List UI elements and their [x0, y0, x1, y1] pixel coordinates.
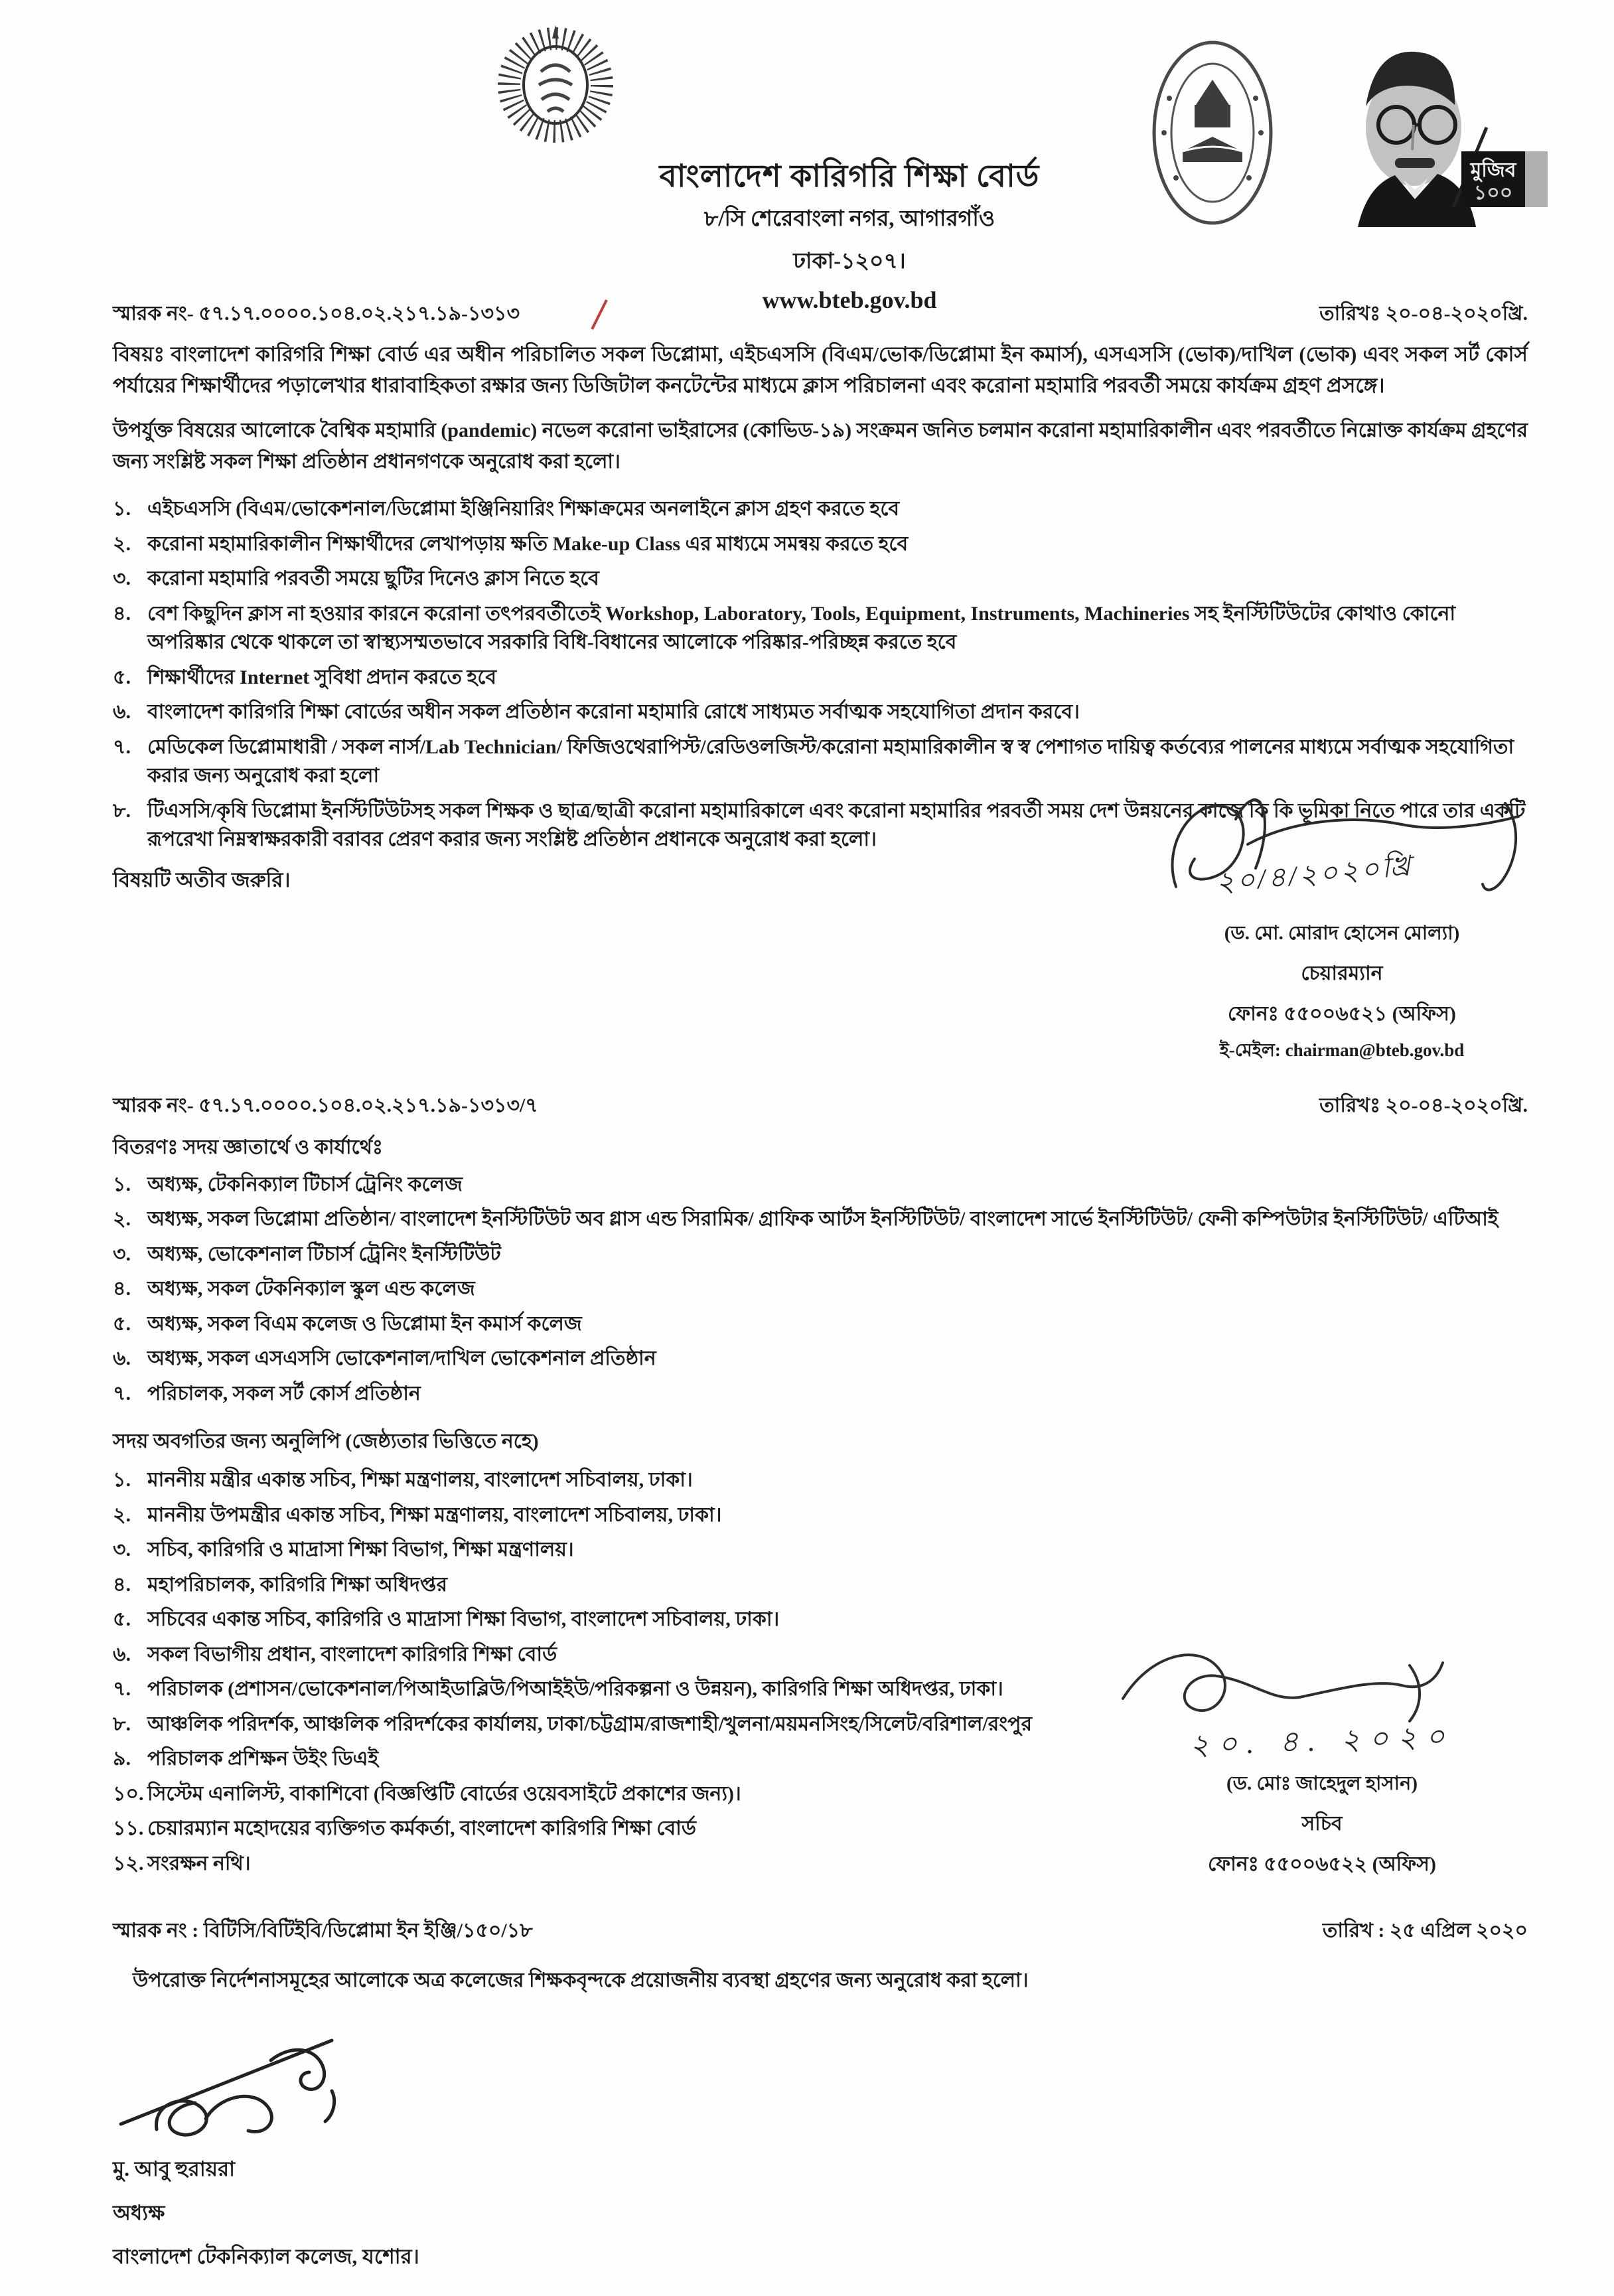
directive-number: ৪.: [113, 602, 131, 625]
chairman-email-label: ই-মেইল:: [1219, 1039, 1281, 1060]
copy-item: [113, 1466, 1528, 1495]
directive-number: ১.: [113, 498, 131, 520]
distribution-heading: বিতরণঃ সদয় জ্ঞাতার্থে ও কার্যার্থেঃ: [113, 1136, 384, 1158]
memo3-date: তারিখ : ২৫ এপ্রিল ২০২০: [1322, 1920, 1528, 1942]
directive-item: [113, 495, 1528, 524]
distribution-list: [113, 1170, 1528, 1409]
distribution-item: [113, 1205, 1528, 1234]
distribution-text: অধ্যক্ষ, সকল বিএম কলেজ ও ডিপ্লোমা ইন কমার্স কলেজ: [147, 1312, 582, 1335]
copy-number: ৬.: [113, 1643, 131, 1665]
memo1-date: তারিখঃ ২০-০৪-২০২০খ্রি.: [1319, 303, 1528, 325]
directive-text: টিএসসি/কৃষি ডিপ্লোমা ইনস্টিটিউটসহ সকল শিক্ষক ও ছাত্র/ছাত্রী করোনা মহামারিকালে এবং করোনা মহামারির পরবর্তী সময় দেশ উন্নয়নের কাজে কি কি ভূমিকা নিতে পারে তার একটি রূপরেখা নিম্নস্বাক্ষরকারী বরাবর প্রেরণ করার জন্য সংশ্লিষ্ট প্রতিষ্ঠান প্রধানকে অনুরোধ করা হলো।: [147, 799, 1526, 850]
copy-item: [113, 1570, 1528, 1600]
principal-signature-icon: [113, 2018, 1528, 2144]
copy-item: [113, 1501, 1528, 1530]
urgent-note: বিষয়টি অতীব জরুরি।: [113, 868, 291, 891]
distribution-number: ৪.: [113, 1278, 131, 1300]
distribution-text: অধ্যক্ষ, সকল এসএসসি ভোকেশনাল/দাখিল ভোকেশনাল প্রতিষ্ঠান: [147, 1347, 656, 1369]
distribution-number: ৭.: [113, 1382, 131, 1405]
memo2-date: তারিখঃ ২০-০৪-২০২০খ্রি.: [1319, 1094, 1528, 1116]
distribution-text: অধ্যক্ষ, ভোকেশনাল টিচার্স ট্রেনিং ইনস্টিটিউট: [147, 1243, 501, 1265]
copy-number: ১.: [113, 1469, 131, 1491]
copies-heading: সদয় অবগতির জন্য অনুলিপি (জেষ্ঠ্যতার ভিত্তিতে নহে): [113, 1430, 539, 1452]
directive-number: ৭.: [113, 735, 131, 758]
directive-text: করোনা মহামারি পরবর্তী সময়ে ছুটির দিনেও ক্লাস নিতে হবে: [147, 568, 599, 589]
distribution-item: [113, 1310, 1528, 1339]
distribution-item: [113, 1240, 1528, 1269]
chairman-title: চেয়ারম্যান: [1301, 962, 1383, 984]
secretary-name: (ড. মোঃ জাহেদুল হাসান): [1226, 1773, 1418, 1794]
chairman-signature-section: [113, 850, 1528, 1089]
directive-number: ৬.: [113, 701, 131, 723]
distribution-text: অধ্যক্ষ, সকল ডিপ্লোমা প্রতিষ্ঠান/ বাংলাদেশ ইনস্টিটিউট অব গ্লাস এন্ড সিরামিক/ গ্রাফিক আর্টস ইনস্টিটিউট/ বাংলাদেশ সার্ভে ইনস্টিটিউট/ ফেনী কম্পিউটার ইনস্টিটিউট/ এটিআই: [147, 1208, 1499, 1230]
copy-text: পরিচালক (প্রশাসন/ভোকেশনাল/পিআইডাব্লিউ/পিআইইউ/পরিকল্পনা ও উন্নয়ন), কারিগরি শিক্ষা অধিদপ্তর, ঢাকা।: [147, 1678, 1003, 1700]
distribution-number: ১.: [113, 1173, 131, 1195]
copy-text: মহাপরিচালক, কারিগরি শিক্ষা অধিদপ্তর: [147, 1573, 447, 1596]
distribution-item: [113, 1170, 1528, 1199]
copy-number: ৭.: [113, 1678, 131, 1700]
intro-paragraph: উপর্যুক্ত বিষয়ের আলোকে বৈশ্বিক মহামারি (pandemic) নভেল করোনা ভাইরাসের (কোভিড-১৯) সংক্রমন জনিত চলমান করোনা মহামারিকালীন এবং পরবর্তীতে নিম্নোক্ত কার্যক্রম গ্রহণের জন্য সংশ্লিষ্ট সকল শিক্ষা প্রতিষ্ঠান প্রধানগণকে অনুরোধ করা হলো।: [113, 420, 1528, 473]
directive-number: ৫.: [113, 666, 131, 688]
directive-text: করোনা মহামারিকালীন শিক্ষার্থীদের লেখাপড়ায় ক্ষতি Make-up Class এর মাধ্যমে সমন্বয় করতে হবে: [147, 532, 909, 555]
org-website-text: www.bteb.gov.bd: [762, 287, 937, 314]
principal-title: অধ্যক্ষ: [113, 2201, 165, 2224]
distribution-text: অধ্যক্ষ, টেকনিক্যাল টিচার্স ট্রেনিং কলেজ: [147, 1173, 463, 1195]
directive-number: ২.: [113, 532, 131, 555]
secretary-title: সচিব: [1301, 1813, 1343, 1835]
chairman-phone: ফোনঃ ৫৫০০৬৫২১ (অফিস): [1228, 1002, 1456, 1025]
secretary-phone: ফোনঃ ৫৫০০৬৫২২ (অফিস): [1208, 1853, 1436, 1875]
memo2-number: স্মারক নং- ৫৭.১৭.০০০০.১০৪.০২.২১৭.১৯-১৩১৩/৭: [113, 1094, 538, 1116]
copy-number: ৮.: [113, 1713, 131, 1735]
copy-number: ৫.: [113, 1608, 131, 1630]
distribution-number: ৫.: [113, 1312, 131, 1335]
distribution-item: [113, 1344, 1528, 1373]
memo3-number: স্মারক নং : বিটিসি/বিটিইবি/ডিপ্লোমা ইন ইঞ্জি/১৫০/১৮: [113, 1920, 533, 1942]
directive-item: [113, 663, 1528, 692]
mujib-label-top: মুজিব: [1470, 159, 1516, 181]
directive-item: [113, 599, 1528, 657]
org-address-line1: ৮/সি শেরেবাংলা নগর, আগারগাঁও: [703, 207, 995, 232]
secretary-handwritten-date: ২০. ৪. ২০২০: [1189, 1720, 1455, 1762]
secretary-block: [1110, 1624, 1534, 1882]
copy-text: সকল বিভাগীয় প্রধান, বাংলাদেশ কারিগরি শিক্ষা বোর্ড: [147, 1643, 557, 1665]
copy-text: সচিব, কারিগরি ও মাদ্রাসা শিক্ষা বিভাগ, শিক্ষা মন্ত্রণালয়।: [147, 1539, 574, 1561]
directive-item: [113, 530, 1528, 559]
distribution-item: [113, 1274, 1528, 1304]
distribution-text: পরিচালক, সকল সর্ট কোর্স প্রতিষ্ঠান: [147, 1382, 421, 1405]
memo1-number: স্মারক নং- ৫৭.১৭.০০০০.১০৪.০২.২১৭.১৯-১৩১৩: [113, 303, 520, 325]
memo2-row: [113, 1089, 1528, 1123]
principal-name: মু. আবু হুরায়রা: [113, 2157, 236, 2181]
directive-text: বাংলাদেশ কারিগরি শিক্ষা বোর্ডের অধীন সকল প্রতিষ্ঠান করোনা মহামারি রোধে সাধ্যমত সর্বাত্মক সহযোগিতা প্রদান করবে।: [147, 701, 1080, 723]
directive-text: মেডিকেল ডিপ্লোমাধারী / সকল নার্স/Lab Technician/ ফিজিওথেরাপিস্ট/রেডিওলজিস্ট/করোনা মহামারিকালীন স্ব স্ব পেশাগত দায়িত্ব কর্তব্যের পালনের মাধ্যমে সর্বাত্মক সহযোগিতা করার জন্য অনুরোধ করা হলো: [147, 735, 1514, 787]
directive-text: বেশ কিছুদিন ক্লাস না হওয়ার কারনে করোনা তৎপরবর্তীতেই Workshop, Laboratory, Tools, Equipment, Instruments, Machineries সহ ইনস্টিটিউটের কোথাও কোনো অপরিষ্কার থেকে থাকলে তা স্বাস্থ্যসম্মতভাবে সরকারি বিধি-বিধানের আলোকে পরিষ্কার-পরিচ্ছন্ন করতে হবে: [147, 602, 1456, 653]
copy-text: চেয়ারম্যান মহোদয়ের ব্যক্তিগত কর্মকর্তা, বাংলাদেশ কারিগরি শিক্ষা বোর্ড: [147, 1817, 696, 1839]
copy-text: সংরক্ষন নথি।: [147, 1852, 251, 1875]
mujib-100-logo-icon: [1314, 28, 1553, 227]
principal-org: বাংলাদেশ টেকনিক্যাল কলেজ, যশোর।: [113, 2245, 419, 2268]
chairman-block: [1136, 781, 1548, 1067]
closing-paragraph: উপরোক্ত নির্দেশনাসমূহের আলোকে অত্র কলেজের শিক্ষকবৃন্দকে প্রয়োজনীয় ব্যবস্থা গ্রহণের জন্য অনুরোধ করা হলো।: [133, 1969, 1029, 1991]
mujib-label-bottom: ১০০: [1473, 182, 1513, 204]
chairman-email-line: [1136, 1037, 1548, 1067]
copy-text: আঞ্চলিক পরিদর্শক, আঞ্চলিক পরিদর্শকের কার্যালয়, ঢাকা/চট্টগ্রাম/রাজশাহী/খুলনা/ময়মনসিংহ/সিলেট/বরিশাল/রংপুর: [147, 1713, 1033, 1735]
subject-text: বিষয়ঃ বাংলাদেশ কারিগরি শিক্ষা বোর্ড এর অধীন পরিচালিত সকল ডিপ্লোমা, এইচএসসি (বিএম/ভোক/ডিপ্লোমা ইন কমার্স), এসএসসি (ভোক)/দাখিল (ভোক) এবং সকল সর্ট কোর্স পর্যায়ের শিক্ষার্থীদের পড়ালেখার ধারাবাহিকতা রক্ষার জন্য ডিজিটাল কনটেন্টের মাধ্যমে ক্লাস পরিচালনা এবং করোনা মহামারি পরবর্তী সময়ে কার্যক্রম গ্রহণ প্রসঙ্গে।: [113, 343, 1528, 397]
copy-number: ৩.: [113, 1539, 131, 1561]
copy-text: মাননীয় মন্ত্রীর একান্ত সচিব, শিক্ষা মন্ত্রণালয়, বাংলাদেশ সচিবালয়, ঢাকা।: [147, 1469, 693, 1491]
chairman-email: chairman@bteb.gov.bd: [1285, 1039, 1465, 1060]
copy-text: মাননীয় উপমন্ত্রীর একান্ত সচিব, শিক্ষা মন্ত্রণালয়, বাংলাদেশ সচিবালয়, ঢাকা।: [147, 1503, 722, 1526]
org-name: বাংলাদেশ কারিগরি শিক্ষা বোর্ড: [659, 159, 1040, 194]
distribution-number: ৩.: [113, 1243, 131, 1265]
distribution-number: ৬.: [113, 1347, 131, 1369]
education-board-emblem-icon: [1149, 38, 1276, 228]
copy-number: ১০.: [113, 1782, 144, 1805]
copy-item: [113, 1535, 1528, 1565]
copy-number: ২.: [113, 1503, 131, 1526]
chairman-handwritten-date: ২০/৪/২০২০খ্রি: [1214, 850, 1415, 899]
directive-item: [113, 564, 1528, 593]
principal-block: [113, 2018, 1528, 2275]
copy-number: ১১.: [113, 1817, 144, 1839]
directive-number: ৩.: [113, 568, 131, 589]
memo3-row: [113, 1914, 1528, 1948]
directive-item: [113, 698, 1528, 727]
copy-number: ৯.: [113, 1748, 131, 1770]
distribution-item: [113, 1379, 1528, 1409]
distribution-number: ২.: [113, 1208, 131, 1230]
chairman-name: (ড. মো. মোরাদ হোসেন মোল্যা): [1224, 922, 1460, 944]
copy-text: সিস্টেম এনালিস্ট, বাকাশিবো (বিজ্ঞপ্তিটি বোর্ডের ওয়েবসাইটে প্রকাশের জন্য)।: [147, 1782, 741, 1805]
directive-number: ৮.: [113, 799, 131, 822]
copy-number: ৪.: [113, 1573, 131, 1596]
distribution-text: অধ্যক্ষ, সকল টেকনিক্যাল স্কুল এন্ড কলেজ: [147, 1278, 475, 1300]
directive-text: এইচএসসি (বিএম/ভোকেশনাল/ডিপ্লোমা ইঞ্জিনিয়ারিং শিক্ষাক্রমের অনলাইনে ক্লাস গ্রহণ করতে হবে: [147, 498, 900, 520]
org-address-line2: ঢাকা-১২০৭।: [793, 250, 906, 274]
copy-text: সচিবের একান্ত সচিব, কারিগরি ও মাদ্রাসা শিক্ষা বিভাগ, বাংলাদেশ সচিবালয়, ঢাকা।: [147, 1608, 780, 1630]
copy-text: পরিচালক প্রশিক্ষন উইং ডিএই: [147, 1748, 379, 1770]
copy-number: ১২.: [113, 1852, 144, 1875]
directive-text: শিক্ষার্থীদের Internet সুবিধা প্রদান করতে হবে: [147, 666, 497, 688]
copies-section: [113, 1425, 1528, 1878]
bteb-monogram-seal-icon: [484, 19, 1214, 155]
